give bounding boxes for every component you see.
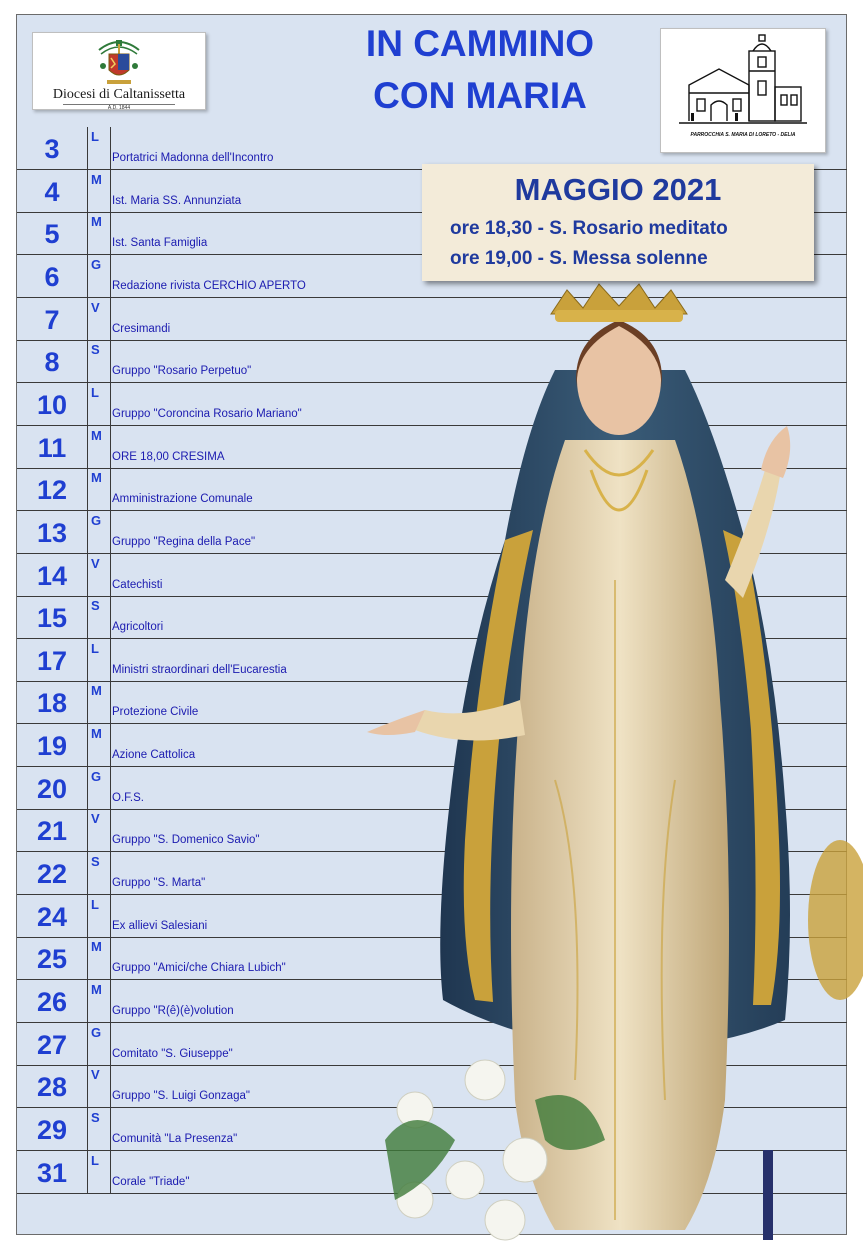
day-number: 6: [44, 261, 60, 292]
day-number: 4: [44, 176, 60, 207]
weekday-letter: M: [91, 214, 102, 230]
day-number: 11: [37, 432, 67, 463]
day-number: 12: [36, 475, 68, 506]
weekday-cell: [87, 1023, 111, 1065]
weekday-letter: V: [91, 299, 100, 315]
title-line-1: IN CAMMINO: [365, 23, 595, 64]
page-title: [330, 18, 630, 122]
group-name: Agricoltori: [112, 621, 164, 634]
weekday-cell: [87, 511, 111, 553]
group-name: Portatrici Madonna dell'Incontro: [112, 152, 274, 164]
day-number: 10: [36, 389, 68, 420]
weekday-letter: V: [91, 811, 100, 827]
group-name: Gruppo "S. Marta": [112, 877, 206, 890]
month-info-box: [422, 164, 814, 281]
group-name: O.F.S.: [112, 791, 144, 804]
group-name: Ist. Maria SS. Annunziata: [112, 194, 242, 207]
day-number: 18: [36, 688, 68, 719]
weekday-cell: [87, 767, 111, 809]
weekday-letter: L: [91, 896, 99, 912]
group-name: Gruppo "Rosario Perpetuo": [112, 365, 252, 378]
weekday-letter: G: [91, 768, 102, 784]
parish-name: PARROCCHIA S. MARIA DI LORETO - DELIA: [690, 132, 796, 138]
weekday-letter: G: [91, 1024, 102, 1040]
day-number: 17: [36, 645, 68, 676]
weekday-cell: [87, 724, 111, 766]
group-name: Amministrazione Comunale: [112, 493, 253, 506]
day-number: 28: [36, 1072, 68, 1103]
group-name: ORE 18,00 CRESIMA: [112, 450, 225, 463]
group-name: Gruppo "Coroncina Rosario Mariano": [112, 407, 302, 420]
weekday-letter: S: [91, 1109, 100, 1125]
weekday-cell: [87, 1151, 111, 1193]
weekday-letter: S: [91, 342, 100, 358]
weekday-cell: [87, 1065, 111, 1107]
weekday-cell: [87, 1108, 111, 1150]
day-number: 22: [36, 859, 68, 890]
mass-time: ore 19,00 - S. Messa solenne: [450, 248, 708, 269]
day-number: 20: [36, 773, 68, 804]
weekday-letter: L: [91, 384, 99, 400]
weekday-letter: G: [91, 256, 102, 272]
weekday-letter: M: [91, 982, 102, 997]
weekday-cell: [87, 681, 111, 723]
title-line-2: CON MARIA: [373, 75, 587, 116]
parish-logo: [660, 28, 826, 153]
weekday-letter: M: [91, 726, 102, 742]
group-name: Protezione Civile: [112, 706, 199, 719]
weekday-letter: S: [91, 854, 100, 870]
madonna-statue-image: [355, 280, 863, 1248]
weekday-cell: [87, 383, 111, 425]
weekday-cell: [87, 255, 111, 297]
weekday-letter: M: [91, 171, 102, 187]
weekday-cell: [87, 980, 111, 1022]
group-name: Catechisti: [112, 578, 163, 591]
weekday-cell: [87, 212, 111, 254]
group-name: Cresimandi: [112, 322, 171, 335]
day-number: 27: [36, 1029, 68, 1060]
weekday-letter: M: [91, 683, 102, 699]
weekday-letter: M: [91, 427, 102, 443]
weekday-cell: [87, 895, 111, 937]
group-name: Comitato "S. Giuseppe": [112, 1047, 233, 1060]
rosary-time: ore 18,30 - S. Rosario meditato: [450, 218, 728, 239]
weekday-letter: L: [91, 1152, 99, 1168]
weekday-cell: [87, 340, 111, 382]
day-number: 25: [36, 944, 68, 975]
coat-of-arms-icon: [93, 36, 145, 86]
group-name: Corale "Triade": [112, 1175, 190, 1188]
weekday-letter: G: [91, 512, 102, 528]
day-number: 31: [36, 1157, 68, 1188]
group-name: Gruppo "S. Luigi Gonzaga": [112, 1090, 250, 1103]
day-number: 29: [36, 1114, 68, 1145]
weekday-cell: [87, 937, 111, 979]
month-title: MAGGIO 2021: [514, 172, 722, 207]
day-number: 14: [36, 560, 68, 591]
day-number: 24: [36, 901, 68, 932]
day-number: 26: [36, 987, 68, 1017]
group-name: Ministri straordinari dell'Eucarestia: [112, 663, 287, 676]
weekday-cell: [87, 596, 111, 638]
diocese-logo: [32, 32, 206, 110]
group-name: Gruppo "R(ê)(è)volution: [112, 1005, 234, 1017]
day-number: 7: [44, 304, 60, 335]
day-number: 5: [44, 219, 60, 250]
group-name: Redazione rivista CERCHIO APERTO: [112, 279, 306, 292]
day-number: 3: [44, 134, 60, 164]
group-name: Gruppo "Regina della Pace": [112, 535, 256, 548]
weekday-cell: [87, 852, 111, 894]
group-name: Ist. Santa Famiglia: [112, 237, 208, 250]
church-icon: [675, 33, 811, 129]
weekday-letter: M: [91, 470, 102, 486]
group-name: Azione Cattolica: [112, 749, 196, 762]
day-number: 13: [36, 517, 68, 548]
weekday-cell: [87, 639, 111, 681]
group-name: Ex allievi Salesiani: [112, 919, 208, 932]
weekday-letter: V: [91, 1067, 100, 1083]
diocese-name: Diocesi di Caltanissetta: [52, 87, 186, 102]
group-name: Gruppo "Amici/che Chiara Lubich": [112, 962, 286, 975]
weekday-letter: L: [91, 129, 99, 144]
weekday-cell: [87, 468, 111, 510]
day-number: 21: [36, 816, 68, 847]
day-number: 15: [36, 603, 68, 634]
day-number: 19: [36, 731, 68, 762]
weekday-cell: [87, 127, 111, 169]
weekday-cell: [87, 809, 111, 851]
weekday-cell: [87, 426, 111, 468]
group-name: Gruppo "S. Domenico Savio": [112, 834, 260, 847]
weekday-cell: [87, 298, 111, 340]
diocese-year: A.D. 1844: [107, 105, 131, 111]
group-name: Comunità "La Presenza": [112, 1132, 238, 1145]
weekday-letter: M: [91, 939, 102, 955]
day-number: 8: [44, 347, 60, 378]
weekday-letter: S: [91, 598, 100, 614]
weekday-letter: V: [91, 555, 100, 571]
weekday-cell: [87, 170, 111, 212]
weekday-cell: [87, 554, 111, 596]
weekday-letter: L: [91, 640, 99, 656]
